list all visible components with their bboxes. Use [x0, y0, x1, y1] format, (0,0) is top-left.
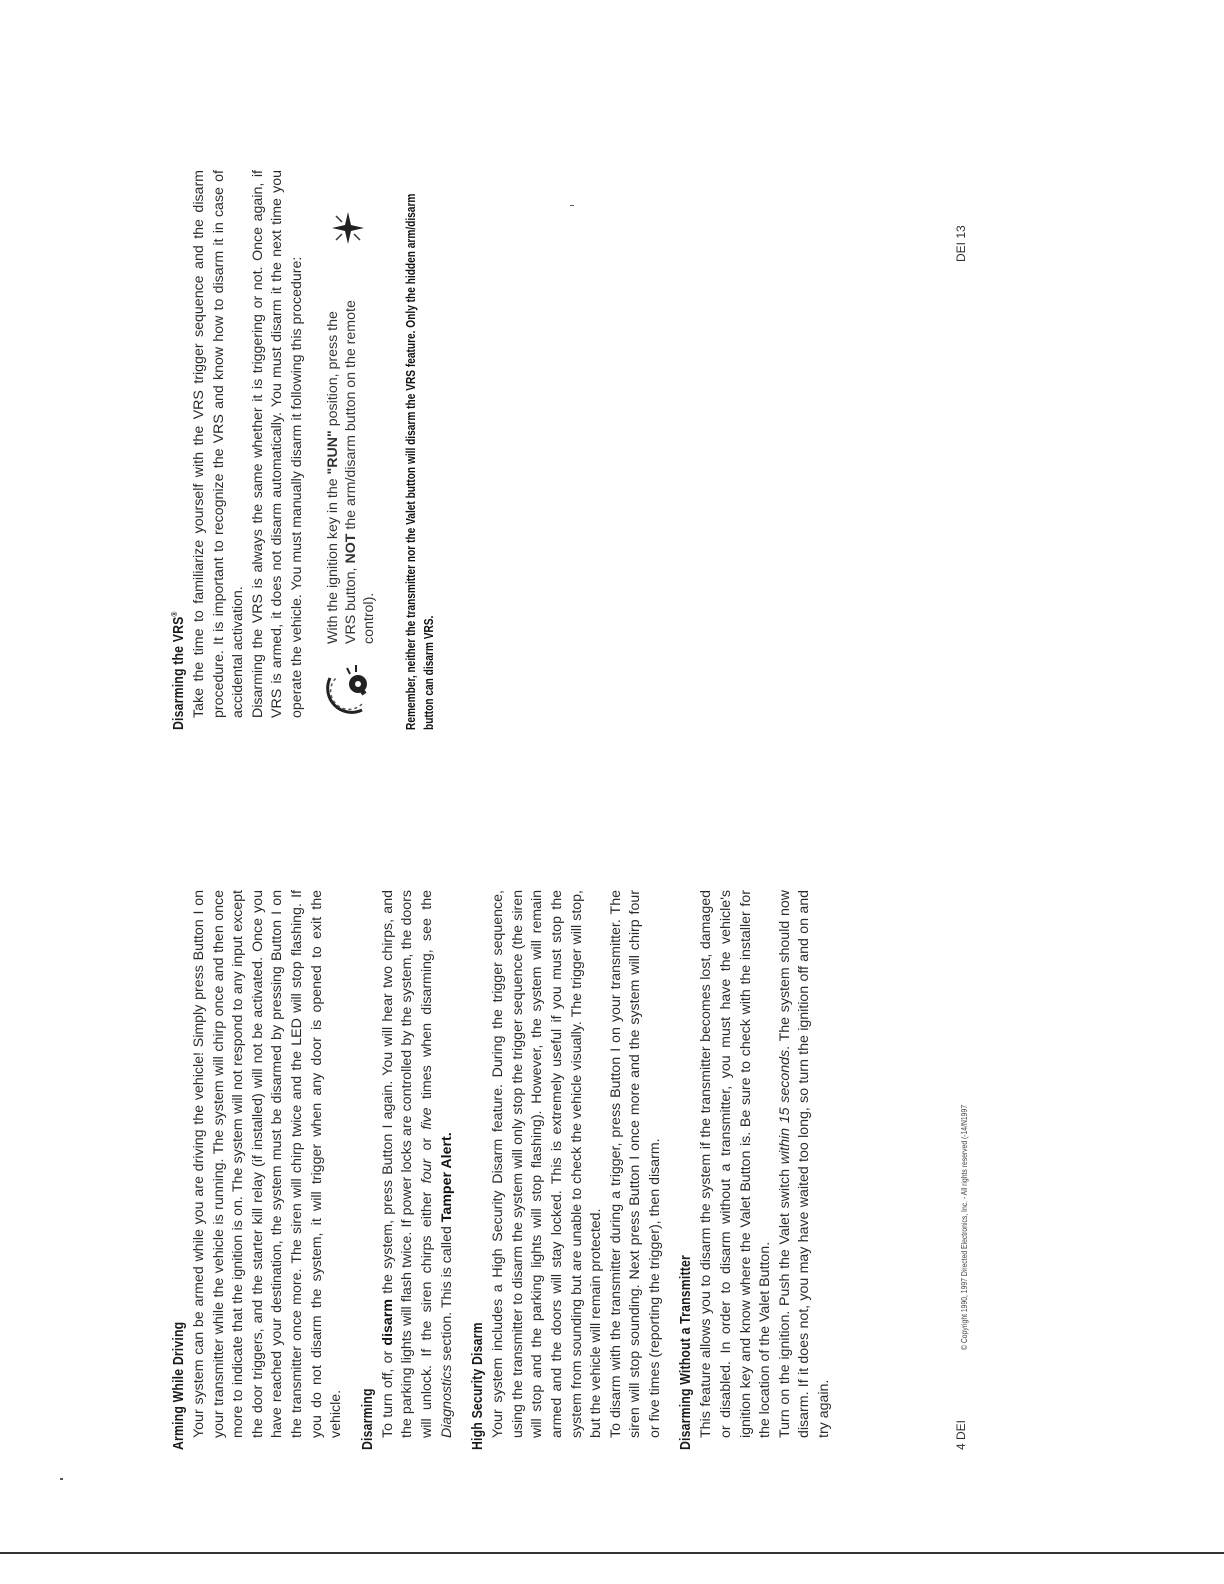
heading-text: Disarming the VRS	[170, 616, 187, 730]
section-body: To turn off, or disarm the system, press Button I again. You will hear two chirps, and the parking lights will flash twice. If power locks are controlled by the system, the doors will unlock. If the siren chirps either four or five times when disarming, see the Diagnostics section. This is called Tamper Alert.	[379, 890, 455, 1438]
ignition-key-icon	[322, 662, 378, 718]
section-heading	[170, 271, 187, 730]
section-high-security-disarm	[469, 890, 665, 1450]
section-body: This feature allows you to disarm the system if the transmitter becomes lost, damaged or disabled. In order to disarm without a transmitter, you must have the vehicle's ignition key and know where the Valet Button is. Be sure to check with the installer for the location of the Valet Button. Turn on the ignition. Push the Valet switch within 15 seconds. The system should now disarm. If it does not, you may have waited too long, so turn the ignition off and on and try again.	[698, 889, 833, 1438]
section-body: Take the time to familiarize yourself with the VRS trigger sequence and the disarm procedure. It is important to recognize the VRS and know how to disarm it in case of accidental activation. Disarming the VRS is always the same whether it is triggering or not. Once again, if VRS is armed, it does not disarm automatically. You must disarm it the next time you operate the vehicle. You must manually disarm it following this procedure:	[191, 170, 305, 718]
section-disarming	[359, 890, 457, 1450]
section-heading: High Security Disarm	[469, 1322, 487, 1450]
page-number-right: DEI 13	[954, 225, 968, 262]
step-instruction: With the ignition key in the "RUN" position, press the VRS button, NOT the arm/disarm button on the remote control).	[324, 300, 377, 644]
section-arming-while-driving	[170, 890, 347, 1450]
section-disarming-without-transmitter	[677, 890, 834, 1450]
document-spread	[170, 170, 1000, 1500]
vrs-procedure-step	[322, 170, 386, 718]
copyright-notice: © Copyright 1990, 1997 Directed Electronics, Inc. - All rights reserved (-14/N1997	[960, 1104, 969, 1350]
section-heading: Arming While Driving	[170, 1321, 187, 1450]
section-disarming-the-vrs	[170, 170, 308, 730]
spark-icon	[328, 208, 368, 248]
remember-note: Remember, neither the transmitter nor the Valet button will disarm the VRS feature. Only the hidden arm/disarm button can disarm VRS.	[402, 193, 436, 730]
section-body: Your system can be armed while you are driving the vehicle! Simply press Button I on your transmitter while the vehicle is running. The system will chirp once and then once more to indicate that the ignition is on. The system will not respond to any input except the door triggers, and the starter kill relay (if installed) will not be activated. Once you have reached your destination, the system must be disarmed by pressing Button I on the transmitter once more. The siren will chirp twice and the LED will stop flashing. If you do not disarm the system, it will trigger when any door is opened to exit the vehicle.	[191, 890, 345, 1438]
trademark-mark: ®	[170, 611, 179, 617]
right-page	[170, 170, 438, 730]
section-heading: Disarming Without a Transmitter	[677, 1255, 695, 1450]
scan-speck	[60, 1478, 63, 1480]
left-page	[170, 890, 847, 1450]
section-body: Your system includes a High Security Disarm feature. During the trigger sequence, using the transmitter to disarm the system will only stop the trigger sequence (the siren will stop and the parking lights will stop flashing). However, the system will remain armed and the doors will stay locked. This is extremely useful if you must stop the system from sounding but are unable to check the vehicle visually. The trigger will stop, but the vehicle will remain protected. To disarm with the transmitter during a trigger, press Button I on your transmitter. The siren will stop sounding. Next press Button I once more and the system will chirp four or five times (reporting the trigger), then disarm.	[490, 890, 663, 1438]
section-heading: Disarming	[358, 1388, 376, 1450]
page-number-left: 4 DEI	[954, 1419, 968, 1450]
scan-speck	[570, 205, 574, 206]
scan-bottom-rule	[0, 1552, 1224, 1554]
